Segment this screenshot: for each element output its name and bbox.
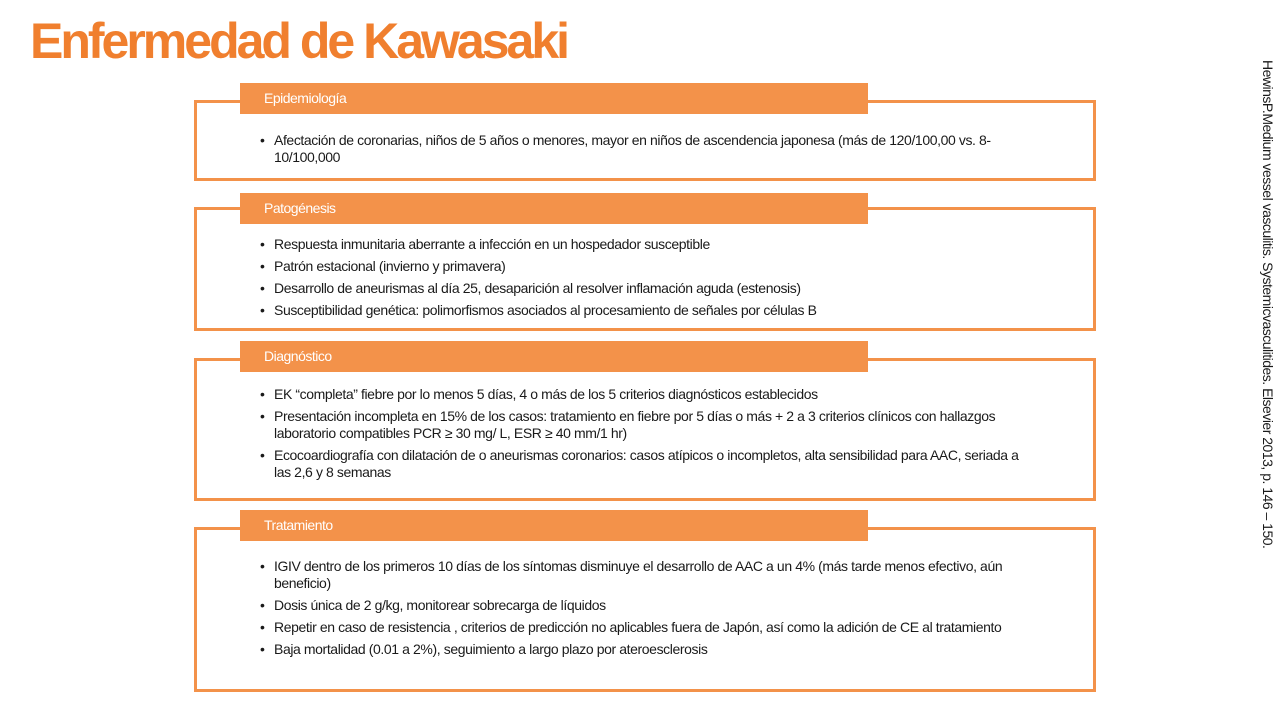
list-item: • Susceptibilidad genética: polimorfismos asociados al procesamiento de señales por células B <box>260 302 1026 319</box>
list-item: • EK “completa” fiebre por lo menos 5 días, 4 o más de los 5 criterios diagnósticos establecidos <box>260 386 1026 403</box>
list-item: • Respuesta inmunitaria aberrante a infección en un hospedador susceptible <box>260 236 1026 253</box>
list-item: • Desarrollo de aneurismas al día 25, desaparición al resolver inflamación aguda (estenosis) <box>260 280 1026 297</box>
list-item: • Patrón estacional (invierno y primavera) <box>260 258 1026 275</box>
list-item: • Repetir en caso de resistencia , criterios de predicción no aplicables fuera de Japón, así como la adición de CE al tratamiento <box>260 619 1026 636</box>
section-diagnostico <box>194 341 1096 501</box>
list-item: • Ecocoardiografía con dilatación de o aneurismas coronarios: casos atípicos o incompletos, alta sensibilidad para AAC, seriada a las 2,6 y 8 semanas <box>260 447 1026 481</box>
section-heading: Diagnóstico <box>240 341 868 372</box>
citation-text: HewinsP.Medium vessel vasculitis. Systemicvasculitides. Elsevier 2013, p. 146 – 150. <box>1260 60 1276 549</box>
section-tratamiento <box>194 510 1096 692</box>
section-epidemiologia <box>194 83 1096 181</box>
section-patogenesis <box>194 193 1096 331</box>
bullet-list <box>260 236 1026 324</box>
list-item: • IGIV dentro de los primeros 10 días de los síntomas disminuye el desarrollo de AAC a un 4% (más tarde menos efectivo, aún beneficio) <box>260 558 1026 592</box>
section-heading: Epidemiología <box>240 83 868 114</box>
page-title: Enfermedad de Kawasaki <box>30 13 568 69</box>
list-item: • Afectación de coronarias, niños de 5 años o menores, mayor en niños de ascendencia japonesa (más de 120/100,00 vs. 8-10/100,000 <box>260 132 1026 166</box>
list-item: • Presentación incompleta en 15% de los casos: tratamiento en fiebre por 5 días o más + 2 a 3 criterios clínicos con hallazgos laboratorio compatibles PCR ≥ 30 mg/ L, ESR ≥ 40 mm/1 hr) <box>260 408 1026 442</box>
bullet-list <box>260 558 1026 663</box>
bullet-list <box>260 132 1026 171</box>
section-heading: Patogénesis <box>240 193 868 224</box>
section-heading: Tratamiento <box>240 510 868 541</box>
bullet-list <box>260 386 1026 486</box>
list-item: • Dosis única de 2 g/kg, monitorear sobrecarga de líquidos <box>260 597 1026 614</box>
list-item: • Baja mortalidad (0.01 a 2%), seguimiento a largo plazo por ateroesclerosis <box>260 641 1026 658</box>
